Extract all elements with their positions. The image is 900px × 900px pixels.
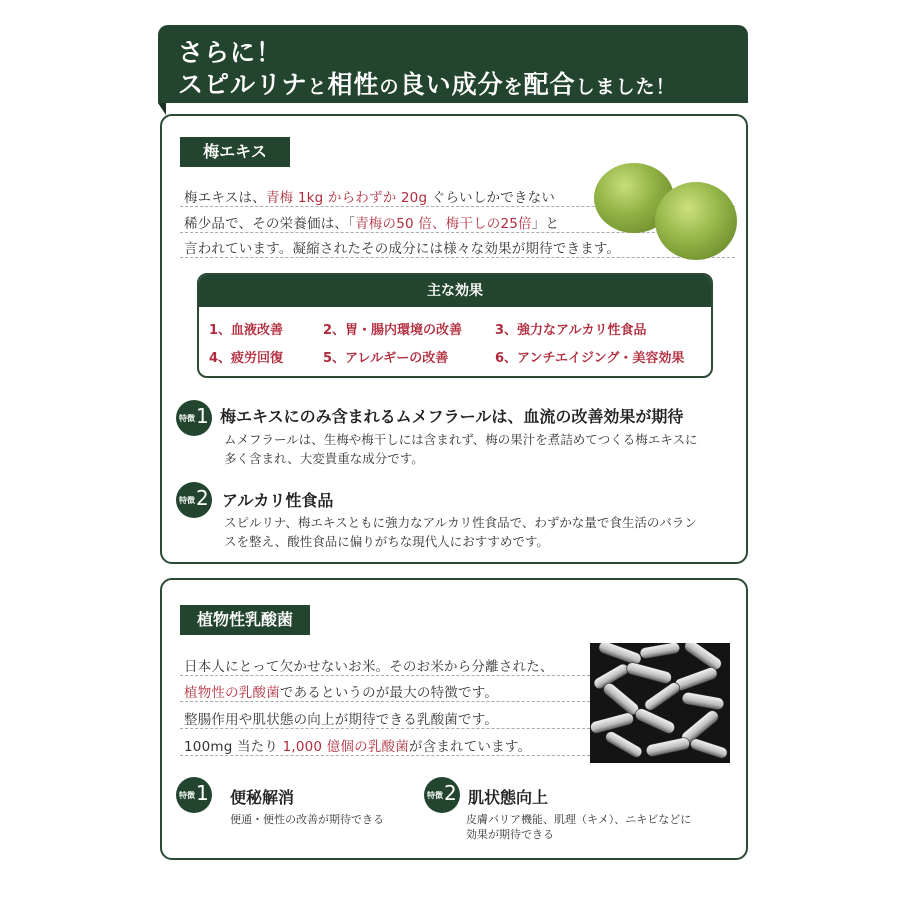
- header-word: スピルリナ: [178, 70, 308, 99]
- ume-extract-section: [160, 114, 748, 564]
- feature-description: スを整え、酸性食品に偏りがちな現代人におすすめです。: [224, 534, 549, 549]
- feature-description: 効果が期待できる: [466, 828, 554, 841]
- feature-badge: [176, 400, 212, 436]
- header-word: の: [379, 76, 400, 98]
- ume-text-line: [184, 186, 555, 206]
- feature-badge-label: 特徴: [179, 791, 195, 800]
- header-word: 成分: [451, 70, 504, 99]
- text-span: であるというのが最大の特徴です。: [279, 685, 499, 701]
- text-span: 稀少品で、その栄養価は、「: [184, 216, 356, 232]
- bacteria-micrograph-svg: [590, 643, 730, 763]
- header-title-line2: [178, 65, 676, 101]
- header-word: 相性: [327, 70, 380, 99]
- lactic-text-line: [184, 708, 498, 728]
- effect-item: 6、アンチエイジング・美容効果: [495, 351, 685, 366]
- effect-item: 3、強力なアルカリ性食品: [495, 323, 647, 338]
- effect-item: 5、アレルギーの改善: [323, 351, 449, 366]
- header-word: しました！: [575, 76, 676, 98]
- highlight-span: 1,000 億個の乳酸菌: [282, 739, 409, 755]
- highlight-span: 植物性の乳酸菌: [184, 685, 280, 701]
- effect-item: 1、血液改善: [209, 323, 284, 338]
- feature-description: ムメフラールは、生梅や梅干しには含まれず、梅の果汁を煮詰めてつくる梅エキスに: [224, 432, 698, 447]
- main-effects-title: 主な効果: [199, 275, 711, 307]
- ume-section-tag: 梅エキス: [180, 137, 290, 167]
- feature-description: 皮膚バリア機能、肌理（キメ）、ニキビなどに: [466, 813, 692, 826]
- feature-description: 多く含まれ、大変貴重な成分です。: [224, 451, 424, 466]
- divider: [180, 257, 735, 258]
- text-span: 梅エキスは、: [184, 190, 266, 206]
- feature-badge-number: 2: [196, 486, 209, 510]
- header-banner: [158, 25, 748, 103]
- text-span: 整腸作用や肌状態の向上が期待できる乳酸菌です。: [184, 712, 499, 728]
- feature-title: 便秘解消: [230, 788, 295, 807]
- highlight-span: 青梅 1kg からわずか 20g: [265, 190, 428, 206]
- header-word: 配合: [523, 70, 576, 99]
- feature-title: 肌状態向上: [468, 788, 549, 807]
- feature-badge-label: 特徴: [427, 791, 443, 800]
- feature-badge-number: 1: [196, 404, 209, 428]
- feature-description: 便通・便性の改善が期待できる: [230, 813, 384, 826]
- text-span: 100mg 当たり: [184, 739, 283, 755]
- highlight-span: 青梅の50 倍、梅干しの25倍: [355, 216, 532, 232]
- header-word: 良い: [399, 70, 452, 99]
- divider: [180, 728, 590, 729]
- text-span: 言われています。凝縮されたその成分には様々な効果が期待できます。: [184, 241, 621, 257]
- lactic-bacteria-image: [590, 643, 730, 763]
- feature-badge: [424, 777, 460, 813]
- ume-text-line: [184, 237, 620, 257]
- text-span: が含まれています。: [408, 739, 532, 755]
- divider: [180, 701, 590, 702]
- feature-description: スピルリナ、梅エキスともに強力なアルカリ性食品で、わずかな量で食生活のバラン: [224, 515, 697, 530]
- feature-badge-number: 2: [444, 781, 457, 805]
- feature-badge: [176, 777, 212, 813]
- feature-badge-label: 特徴: [179, 496, 195, 505]
- lactic-text-line: [184, 655, 554, 675]
- divider: [180, 675, 590, 676]
- feature-badge: [176, 482, 212, 518]
- lactic-text-line: [184, 681, 498, 701]
- lactic-text-line: [184, 735, 531, 755]
- header-title-line1: さらに！: [178, 38, 283, 67]
- ume-text-line: [184, 212, 559, 232]
- ume-fruit-image: [655, 182, 737, 260]
- text-span: 日本人にとって欠かせないお米。そのお米から分離された、: [184, 659, 554, 675]
- text-span: ぐらいしかできない: [427, 190, 556, 206]
- feature-badge-label: 特徴: [179, 414, 195, 423]
- feature-title: 梅エキスにのみ含まれるムメフラールは、血流の改善効果が期待: [220, 407, 684, 426]
- lactic-acid-section: [160, 578, 748, 860]
- header-word: を: [503, 76, 524, 98]
- text-span: 」と: [531, 216, 560, 232]
- header-fold-decoration: [158, 103, 166, 115]
- lactic-section-tag: 植物性乳酸菌: [180, 605, 310, 635]
- feature-title: アルカリ性食品: [222, 491, 334, 510]
- feature-badge-number: 1: [196, 781, 209, 805]
- effect-item: 4、疲労回復: [209, 351, 284, 366]
- main-effects-box: [197, 273, 713, 378]
- header-word: と: [307, 76, 328, 98]
- divider: [180, 232, 735, 233]
- divider: [180, 755, 590, 756]
- effect-item: 2、胃・腸内環境の改善: [323, 323, 463, 338]
